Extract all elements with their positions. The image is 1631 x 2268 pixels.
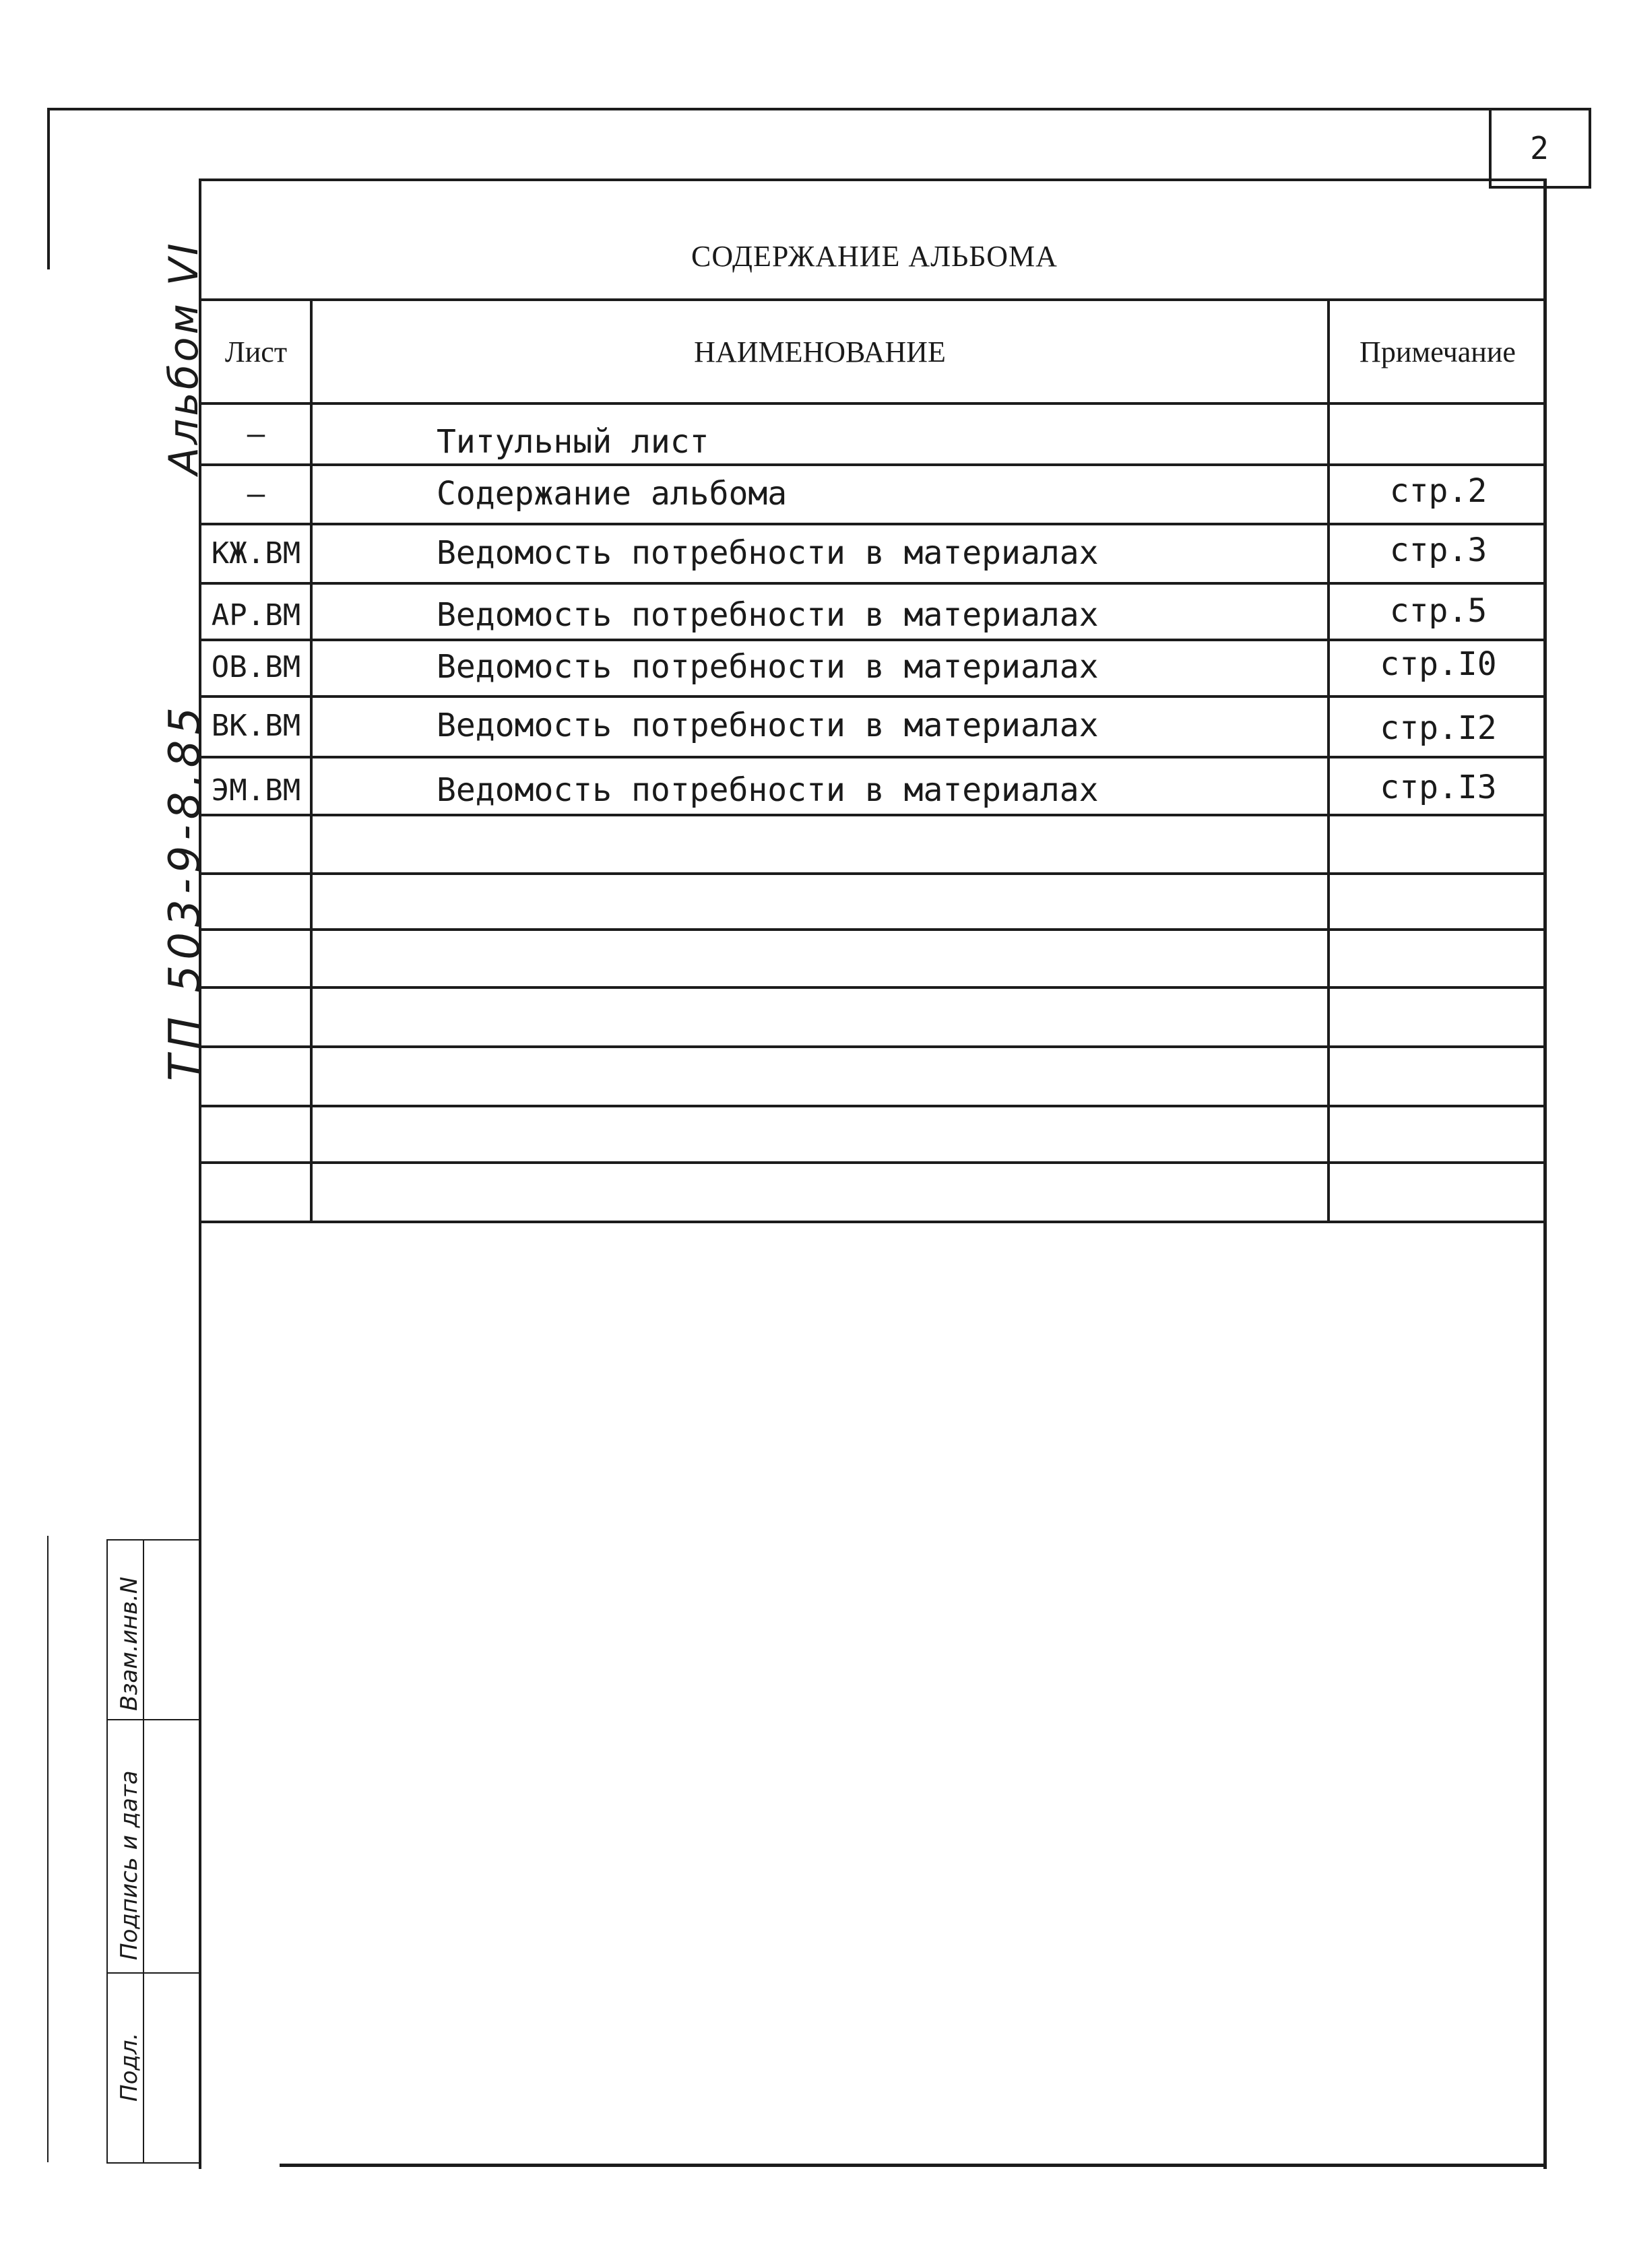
- row-name: Содержание альбома: [437, 475, 788, 513]
- row-name: Титульный лист: [437, 423, 709, 461]
- project-code: ТП 503-9-8.85: [160, 701, 210, 1081]
- table-title: СОДЕРЖАНИЕ АЛЬБОМА: [691, 239, 1058, 273]
- row-sheet: КЖ.ВМ: [211, 536, 301, 571]
- page-number: 2: [1530, 130, 1549, 166]
- row-sheet: –: [247, 476, 265, 511]
- main-frame-right: [1543, 179, 1547, 2169]
- stamp-sep-2: [106, 1972, 201, 1974]
- row-divider: [200, 1105, 1546, 1107]
- row-note: стр.I2: [1380, 709, 1497, 747]
- row-note: стр.I0: [1380, 645, 1497, 683]
- row-name: Ведомость потребности в материалах: [437, 771, 1099, 809]
- header-note: Примечание: [1360, 335, 1516, 368]
- main-frame-top: [200, 179, 1546, 181]
- row-note: стр.2: [1389, 472, 1488, 510]
- row-name: Ведомость потребности в материалах: [437, 596, 1099, 634]
- main-frame-left: [199, 179, 201, 2169]
- stamp-top: [106, 1539, 201, 1541]
- row-divider: [200, 928, 1546, 931]
- row-sheet: АР.ВМ: [211, 597, 301, 633]
- frame-left: [47, 108, 50, 269]
- album-label: Альбом VI: [160, 240, 207, 475]
- row-sheet: ВК.ВМ: [211, 708, 301, 743]
- frame-left-lower: [47, 1536, 49, 2162]
- header-sheet: Лист: [224, 335, 288, 368]
- row-divider: [200, 986, 1546, 989]
- stamp-original-inv: Подл.: [116, 2032, 143, 2102]
- row-sheet: ОВ.ВМ: [211, 649, 301, 684]
- row-name: Ведомость потребности в материалах: [437, 707, 1099, 744]
- row-sheet: ЭМ.ВМ: [211, 773, 301, 808]
- row-note: [1334, 404, 1543, 463]
- row-name: Ведомость потребности в материалах: [437, 534, 1099, 572]
- stamp-sep-1: [106, 1719, 201, 1720]
- frame-top: [49, 108, 1591, 110]
- page-num-box-bottom: [1489, 186, 1591, 189]
- stamp-replace-inv: Взам.инв.N: [116, 1576, 143, 1711]
- row-divider: [200, 814, 1546, 816]
- stamp-signature-date: Подпись и дата: [116, 1770, 143, 1960]
- title-underline: [200, 298, 1546, 301]
- row-note: стр.5: [1389, 592, 1488, 630]
- stamp-bottom: [106, 2162, 201, 2164]
- table-bottom: [200, 1221, 1546, 1223]
- main-frame-bottom: [280, 2164, 1546, 2167]
- stamp-divider-1: [106, 1539, 108, 2162]
- row-note: стр.3: [1389, 531, 1488, 569]
- row-sheet: –: [247, 416, 265, 451]
- col-sep-note: [1327, 300, 1330, 1223]
- stamp-divider-2: [143, 1539, 144, 2162]
- row-divider: [200, 1161, 1546, 1164]
- row-note: стр.I3: [1380, 769, 1497, 806]
- col-sep-sheet: [310, 300, 313, 1223]
- row-divider: [200, 1045, 1546, 1048]
- row-divider: [200, 872, 1546, 875]
- header-name: НАИМЕНОВАНИЕ: [694, 335, 946, 368]
- row-name: Ведомость потребности в материалах: [437, 648, 1099, 686]
